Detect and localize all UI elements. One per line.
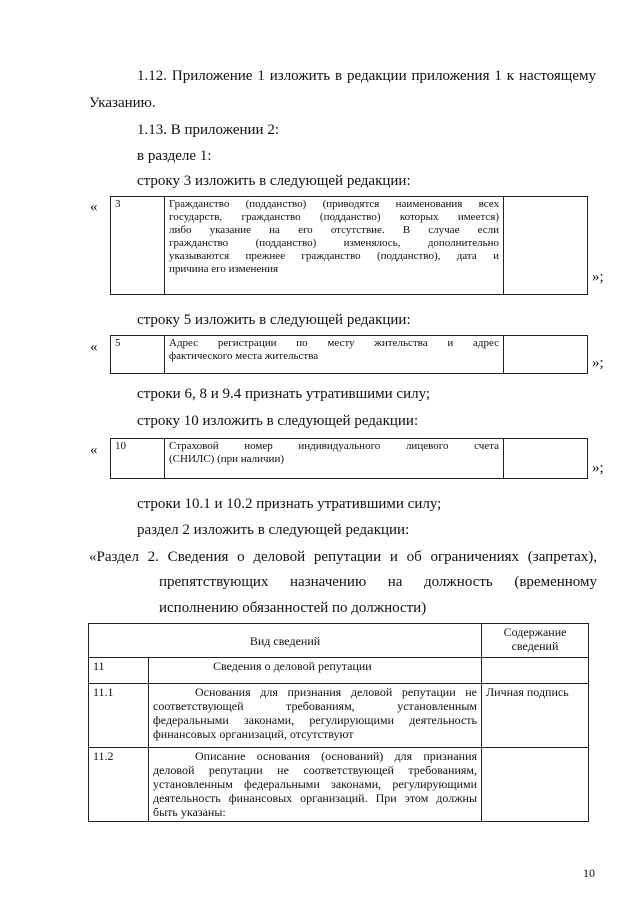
quote-open-1: « — [90, 199, 98, 215]
paragraph-row-5: строку 5 изложить в следующей редакции: — [137, 312, 411, 328]
row-text — [149, 748, 482, 822]
row-line: соответствующей требованиям, установленным — [153, 699, 478, 713]
row-10-content — [504, 439, 588, 479]
row-10-text — [165, 439, 504, 479]
row-10-line: (СНИЛС) (при наличии) — [169, 453, 284, 465]
row-line: Описание основания (оснований) для признания — [195, 749, 478, 763]
table-header-row — [89, 624, 589, 658]
row-10-table — [110, 438, 588, 479]
row-3-line: либо указание на его отсутствие. В случае если — [169, 224, 499, 236]
row-5-line: фактического места жительства — [169, 350, 319, 362]
paragraph-section-2: раздел 2 изложить в следующей редакции: — [137, 522, 410, 538]
table-row — [89, 684, 589, 748]
row-line: деятельность финансовых организаций. При этом должны — [153, 791, 478, 805]
paragraph-rows-void: строки 6, 8 и 9.4 признать утратившими силу; — [137, 386, 431, 402]
row-5-number: 5 — [111, 336, 165, 374]
header-type: Вид сведений — [89, 624, 482, 658]
row-content — [482, 748, 589, 822]
row-line: установленным федеральными законами, регулирующими — [153, 777, 478, 791]
row-line: Основания для признания деловой репутации не — [195, 685, 478, 699]
row-3-line: гражданство (подданство) изменялось, дополнительно — [169, 237, 499, 249]
quote-close-3: »; — [592, 460, 604, 476]
paragraph-1-12-cont: Указанию. — [89, 95, 156, 111]
row-5-content — [504, 336, 588, 374]
row-3-line: причина его изменения — [169, 263, 279, 275]
row-line: федеральными законами, регулирующими деятельность — [153, 713, 478, 727]
quote-close-1: »; — [592, 269, 604, 285]
row-text — [149, 684, 482, 748]
row-line: деловой репутации не соответствующей требованиям, — [153, 763, 478, 777]
row-text: Сведения о деловой репутации — [149, 658, 482, 684]
paragraph-row-3: строку 3 изложить в следующей редакции: — [137, 173, 411, 189]
row-5-table — [110, 335, 588, 374]
row-3-content — [504, 197, 588, 295]
row-3-line: Гражданство (подданство) (приводятся наименования всех — [169, 198, 499, 210]
row-3-text — [165, 197, 504, 295]
row-number: 11 — [89, 658, 149, 684]
row-number: 11.2 — [89, 748, 149, 822]
table-row — [89, 658, 589, 684]
table-row — [89, 748, 589, 822]
row-line: быть указаны: — [153, 805, 226, 819]
row-number: 11.1 — [89, 684, 149, 748]
row-line: финансовых организаций, отсутствуют — [153, 727, 354, 741]
paragraph-1-13: 1.13. В приложении 2: — [137, 122, 279, 138]
row-content — [482, 658, 589, 684]
paragraph-row-10: строку 10 изложить в следующей редакции: — [137, 413, 419, 429]
paragraph-section-1: в разделе 1: — [137, 148, 212, 164]
row-content: Личная подпись — [482, 684, 589, 748]
quote-open-2: « — [90, 339, 98, 355]
section-title-line-1: «Раздел 2. Сведения о деловой репутации и об ограничениях (запретах), — [89, 549, 597, 565]
row-3-table — [110, 196, 588, 295]
row-10-line: Страховой номер индивидуального лицевого счета — [169, 440, 499, 452]
quote-open-3: « — [90, 442, 98, 458]
quote-close-2: »; — [592, 355, 604, 371]
section-title-line-2: препятствующих назначению на должность (временному — [159, 574, 597, 590]
row-3-number: 3 — [111, 197, 165, 295]
row-10-number: 10 — [111, 439, 165, 479]
header-content: Содержание сведений — [482, 624, 589, 658]
row-3-line: указываются прежнее гражданство (подданство), дата и — [169, 250, 499, 262]
row-3-line: государств, гражданство (подданство) которых имеется) — [169, 211, 499, 223]
paragraph-1-12: 1.12. Приложение 1 изложить в редакции приложения 1 к настоящему — [137, 68, 596, 84]
section-2-table — [88, 623, 589, 822]
section-title-line-3: исполнению обязанностей по должности) — [159, 600, 427, 616]
page-number: 10 — [583, 866, 595, 880]
row-5-line: Адрес регистрации по месту жительства и адрес — [169, 337, 499, 349]
row-5-text — [165, 336, 504, 374]
paragraph-rows-10-void: строки 10.1 и 10.2 признать утратившими силу; — [137, 496, 442, 512]
